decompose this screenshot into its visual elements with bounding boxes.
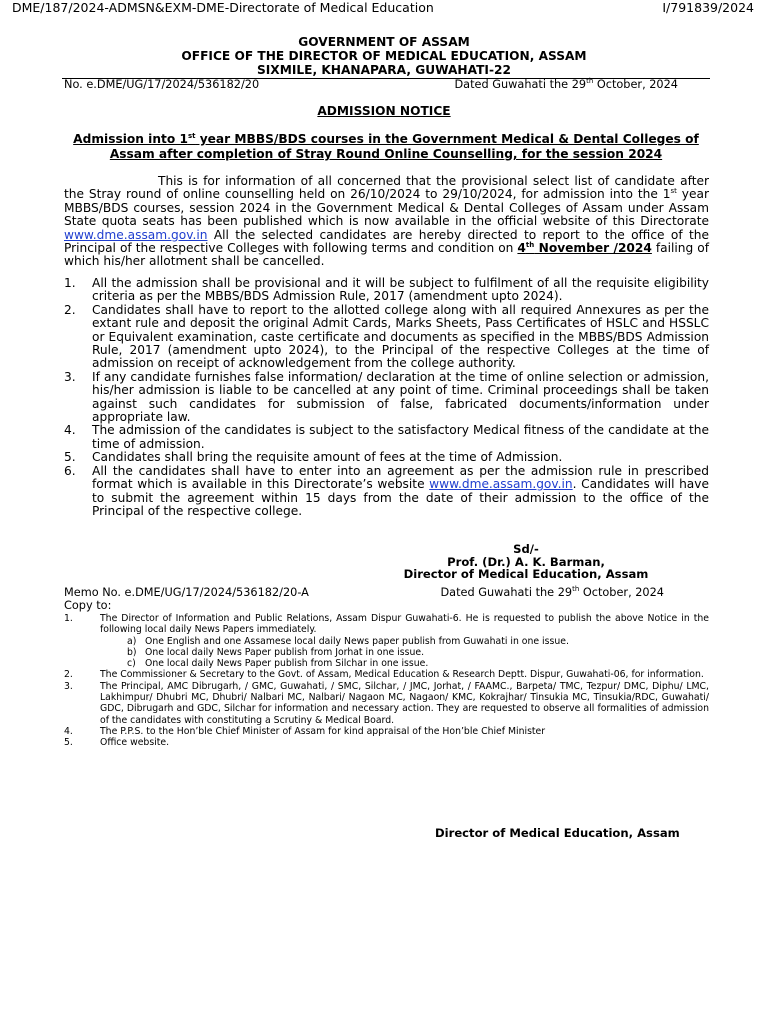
newspaper-list bbox=[100, 636, 709, 670]
reference-number: No. e.DME/UG/17/2024/536182/20 bbox=[64, 78, 260, 91]
memo-line bbox=[64, 586, 682, 599]
letterhead-office: OFFICE OF THE DIRECTOR OF MEDICAL EDUCATION, ASSAM bbox=[181, 49, 587, 63]
intro-paragraph: This is for information of all concerned that the provisional select list of candidate after the Stray round of online counselling held on 26/10/2024 to 29/10/2024, for admission into the 1st year MBBS/BDS courses, session 2024 in the Government Medical & Dental Colleges of Assam under Assam State quota seats has been published which is now available in the official website of this Directorate www.dme.assam.gov.in All the selected candidates are hereby directed to report to the office of the Principal of the respective Colleges with following terms and condition on 4th November /2024 failing of which his/her allotment shall be cancelled. bbox=[64, 174, 710, 269]
reference-date: Dated Guwahati the 29th October, 2024 bbox=[454, 77, 678, 91]
notice-subject: Admission into 1st year MBBS/BDS courses in the Government Medical & Dental Colleges of Assam after completion of Stray Round Online Counselling, for the session 2024 bbox=[73, 131, 699, 161]
copy-item: 1. The Director of Information and Public Relations, Assam Dispur Guwahati-6. He is requested to publish the above Notice in the following local daily News Papers immediately. a) One English and one Assamese local daily News paper publish from Guwahati in one issue. b) One local daily News Paper publish from Jorhat in one issue. c) One local daily News Paper publish from Silchar in one issue. bbox=[64, 613, 709, 670]
report-deadline: 4th November /2024 bbox=[517, 240, 652, 256]
copy-item: 5. Office website. bbox=[64, 737, 170, 749]
letterhead-government: GOVERNMENT OF ASSAM bbox=[298, 35, 470, 49]
dme-website-link[interactable]: www.dme.assam.gov.in bbox=[64, 227, 208, 242]
copy-item: 3. The Principal, AMC Dibrugarh, / GMC, Guwahati, / SMC, Silchar, / JMC, Jorhat, / FAAMC., Barpeta/ TMC, Tezpur/ DMC, Diphu/ LMC, Lakhimpur/ Dhubri MC, Dhubri/ Nalbari MC, Nalbari/ Nagaon MC, Nagaon/ KMC, Kokrajhar/ Tinsukia MC, Tinsukia/RDC, Guwahati/ GDC, Dibrugarh and GDC, Silchar for information and necessary action. They are requested to observe all formalities of admission of the candidates with constituting a Scrutiny & Medical Board. bbox=[64, 680, 709, 726]
file-number: I/791839/2024 bbox=[662, 0, 754, 15]
signature-sd: Sd/- bbox=[513, 542, 539, 556]
term-item: 3. If any candidate furnishes false information/ declaration at the time of online selection or admission, his/her admission is liable to be cancelled at any point of time. Criminal proceedings shall be taken against such candidates for submission of false, fabricated documents/information under appropriate law. bbox=[64, 369, 709, 425]
term-item: 2. Candidates shall have to report to the allotted college along with all required Annexures as per the extant rule and deposit the original Admit Cards, Marks Sheets, Pass Certificates of HSLC and HSSLC or Equivalent examination, caste certificate and documents as specified in the MBBS/BDS Admission Rule, 2017 (amendment upto 2024), to the Principal of the respective Colleges at the time of admission on receipt of acknowledgement from the college authority. bbox=[64, 302, 709, 371]
copy-list bbox=[64, 613, 709, 749]
copy-to-label: Copy to: bbox=[64, 599, 112, 612]
term-item: 6. All the candidates shall have to enter into an agreement as per the admission rule in prescribed format which is available in this Directorate’s website www.dme.assam.gov.in. Candidates will have to submit the agreement within 15 days from the date of their admission to the office of the Principal of the respective college. bbox=[64, 463, 709, 518]
copy-item: 2. The Commissioner & Secretary to the Govt. of Assam, Medical Education & Research Deptt. Dispur, Guwahati-06, for information. bbox=[64, 669, 704, 681]
terms-list bbox=[64, 277, 709, 518]
term-item: 4. The admission of the candidates is subject to the satisfactory Medical fitness of the candidate at the time of admission. bbox=[64, 423, 709, 451]
notice-title: ADMISSION NOTICE bbox=[317, 104, 451, 118]
footer-signature: Director of Medical Education, Assam bbox=[435, 826, 680, 840]
reference-line bbox=[64, 78, 682, 91]
memo-date: Dated Guwahati the 29th October, 2024 bbox=[440, 585, 664, 599]
signatory-name: Prof. (Dr.) A. K. Barman, bbox=[447, 555, 605, 569]
copy-item: 4. The P.P.S. to the Hon’ble Chief Minister of Assam for kind appraisal of the Hon’ble Chief Minister bbox=[64, 725, 546, 737]
newspaper-item: c) One local daily News Paper publish from Silchar in one issue. bbox=[127, 658, 429, 670]
letterhead-address: SIXMILE, KHANAPARA, GUWAHATI-22 bbox=[257, 63, 511, 77]
term-item: 5. Candidates shall bring the requisite amount of fees at the time of Admission. bbox=[64, 450, 563, 465]
signatory-designation: Director of Medical Education, Assam bbox=[403, 567, 649, 581]
newspaper-item: b) One local daily News Paper publish from Jorhat in one issue. bbox=[127, 646, 425, 658]
term-item: 1. All the admission shall be provisional and it will be subject to fulfilment of all the requisite eligibility criteria as per the MBBS/BDS Admission Rule, 2017 (amendment upto 2024). bbox=[64, 276, 709, 304]
memo-number: Memo No. e.DME/UG/17/2024/536182/20-A bbox=[64, 586, 309, 599]
file-id: DME/187/2024-ADMSN&EXM-DME-Directorate of Medical Education bbox=[12, 0, 434, 15]
newspaper-item: a) One English and one Assamese local daily News paper publish from Guwahati in one issue. bbox=[127, 635, 569, 647]
dme-website-link[interactable]: www.dme.assam.gov.in bbox=[429, 477, 573, 492]
